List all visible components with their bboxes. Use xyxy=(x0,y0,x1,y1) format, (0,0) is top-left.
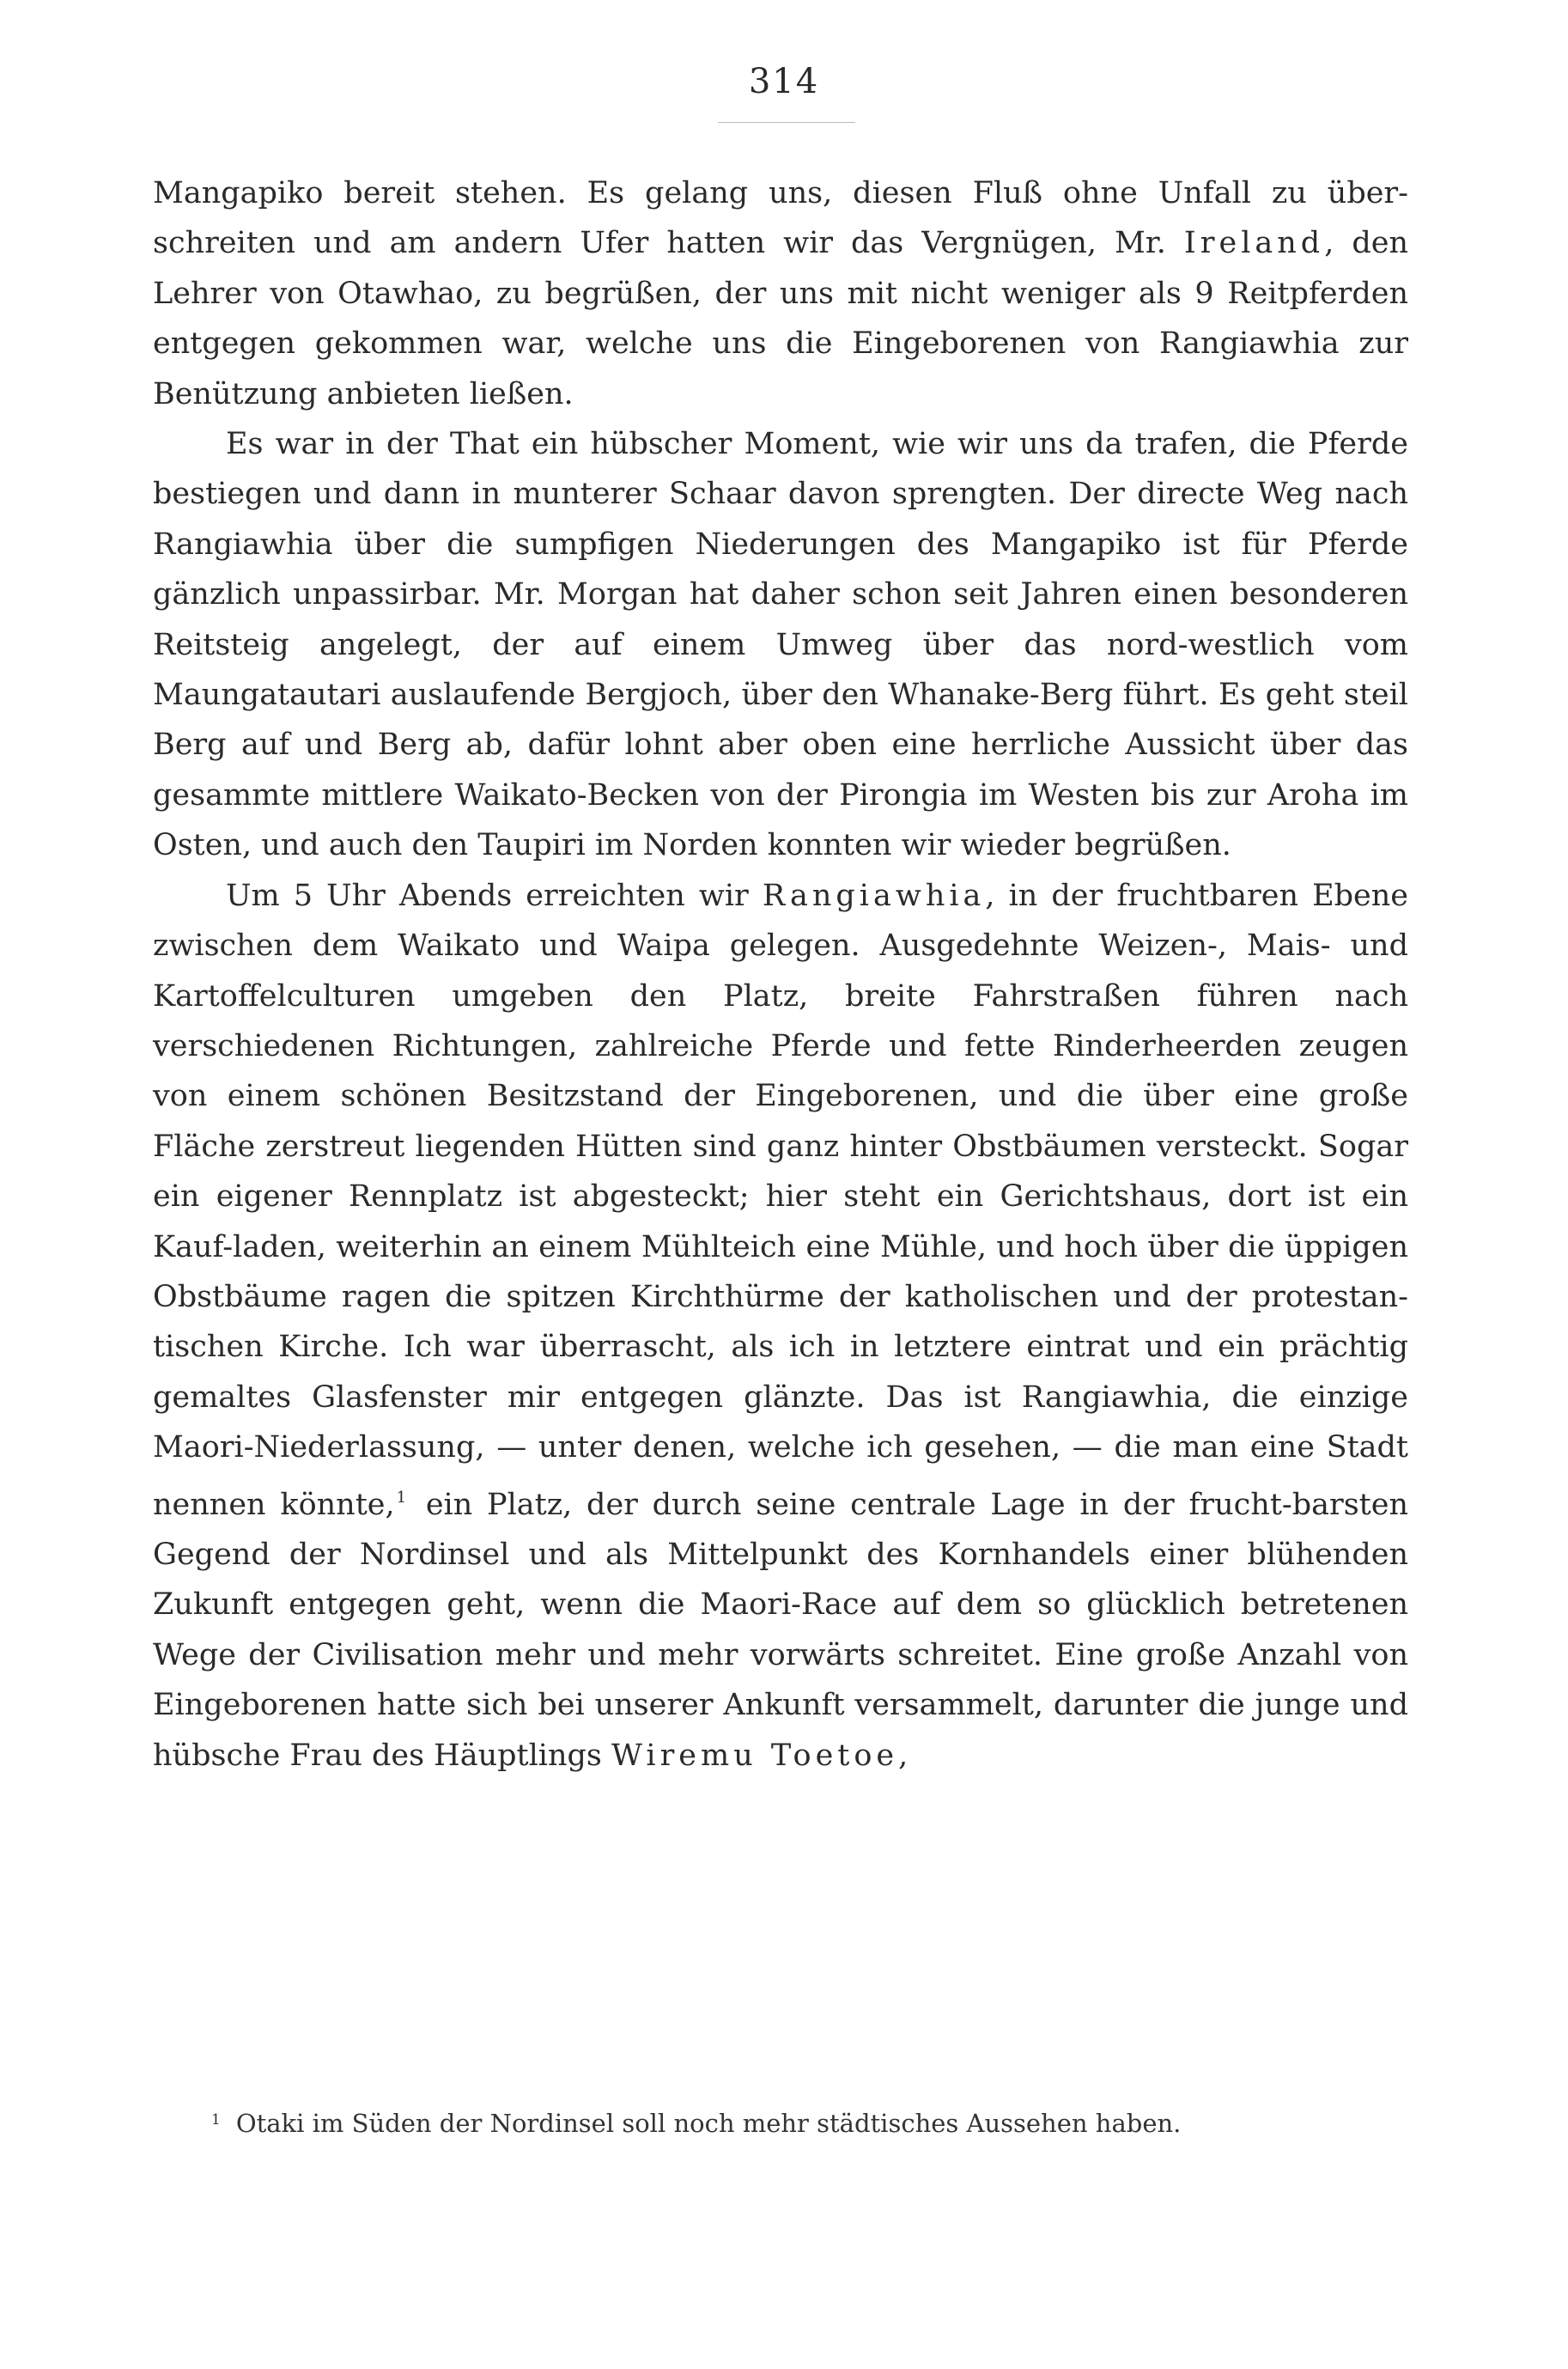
footnote-text: Otaki im Süden der Nordinsel soll noch mehr städtisches Aussehen haben. xyxy=(235,2109,1182,2138)
paragraph-1-text-b: schreiten und am andern Ufer hatten wir das Vergnügen, Mr. xyxy=(153,226,1184,261)
paragraph-3-text-d: , xyxy=(898,1738,909,1773)
name-ireland: Ireland xyxy=(1183,226,1325,261)
footnote-reference: 1 xyxy=(396,1488,407,1507)
place-rangiawhia: Rangiawhia xyxy=(762,878,986,913)
paragraph-3-text-b: , in der fruchtbaren Ebene zwischen dem Waikato und Waipa gelegen. Ausgedehnte Weizen-, Mais- und Kartoffelculturen umgeben den Platz, breite Fahrstraßen führen nach verschiedenen Richtungen, zahlreiche Pferde und fette Rinderheerden zeugen von einem schönen Besitzstand der Eingeborenen, und die über eine große Fläche zerstreut liegenden Hütten sind ganz hinter Obstbäumen versteckt. Sogar ein eigener Rennplatz ist abgesteckt; hier steht ein Gerichtshaus, dort ist ein Kauf-laden, weiterhin an einem Mühlteich eine Mühle, und hoch über die üppigen Obstbäume ragen die spitzen Kirchthürme der katholischen und der protestan-tischen Kirche. Ich war überrascht, als ich in letztere eintrat und ein prächtig gemaltes Glasfenster mir entgegen glänzte. Das ist Rangiawhia, die einzige Maori-Niederlassung, — unter denen, welche ich gesehen, — die man eine Stadt nennen könnte, xyxy=(153,878,1408,1522)
page-number: 314 xyxy=(748,62,820,101)
paragraph-1-text-a: Mangapiko bereit stehen. Es gelang uns, diesen Fluß ohne Unfall zu über- xyxy=(153,176,1408,210)
paragraph-2: Es war in der That ein hübscher Moment, wie wir uns da trafen, die Pferde bestiegen und dann in munterer Schaar davon sprengten. Der directe Weg nach Rangiawhia über die sumpfigen Niederungen des Mangapiko ist für Pferde gänzlich unpassirbar. Mr. Morgan hat daher schon seit Jahren einen besonderen Reitsteig angelegt, der auf einem Umweg über das nord-westlich vom Maungatautari auslaufende Bergjoch, über den Whanake-Berg führt. Es geht steil Berg auf und Berg ab, dafür lohnt aber oben eine herrliche Aussicht über das gesammte mittlere Waikato-Becken von der Pirongia im Westen bis zur Aroha im Osten, und auch den Taupiri im Norden konnten wir wieder begrüßen. xyxy=(153,427,1408,863)
paragraph-1 xyxy=(153,168,1408,419)
paragraph-3-text-c: ein Platz, der durch seine centrale Lage in der frucht-barsten Gegend der Nordinsel und als Mittelpunkt des Kornhandels einer blühenden Zukunft entgegen geht, wenn die Maori-Race auf dem so glücklich betretenen Wege der Civilisation mehr und mehr vorwärts schreitet. Eine große Anzahl von Eingeborenen hatte sich bei unserer Ankunft versammelt, darunter die junge und hübsche Frau des Häuptlings xyxy=(153,1487,1408,1773)
header-rule xyxy=(718,122,855,123)
footnote xyxy=(211,2101,1408,2142)
paragraph-1-text-c: , den Lehrer von Otawhao, zu begrüßen, der uns mit nicht weniger als 9 Reitpferden entgegen gekommen war, welche uns die Eingeborenen von Rangiawhia zur Benützung anbieten ließen. xyxy=(153,226,1408,411)
footnote-marker: 1 xyxy=(211,2111,221,2128)
name-wiremu-toetoe: Wiremu Toetoe xyxy=(611,1738,899,1773)
body-text xyxy=(153,168,1408,1781)
paragraph-3-text-a: Um 5 Uhr Abends erreichten wir xyxy=(226,878,763,913)
paragraph-3 xyxy=(153,871,1408,1781)
